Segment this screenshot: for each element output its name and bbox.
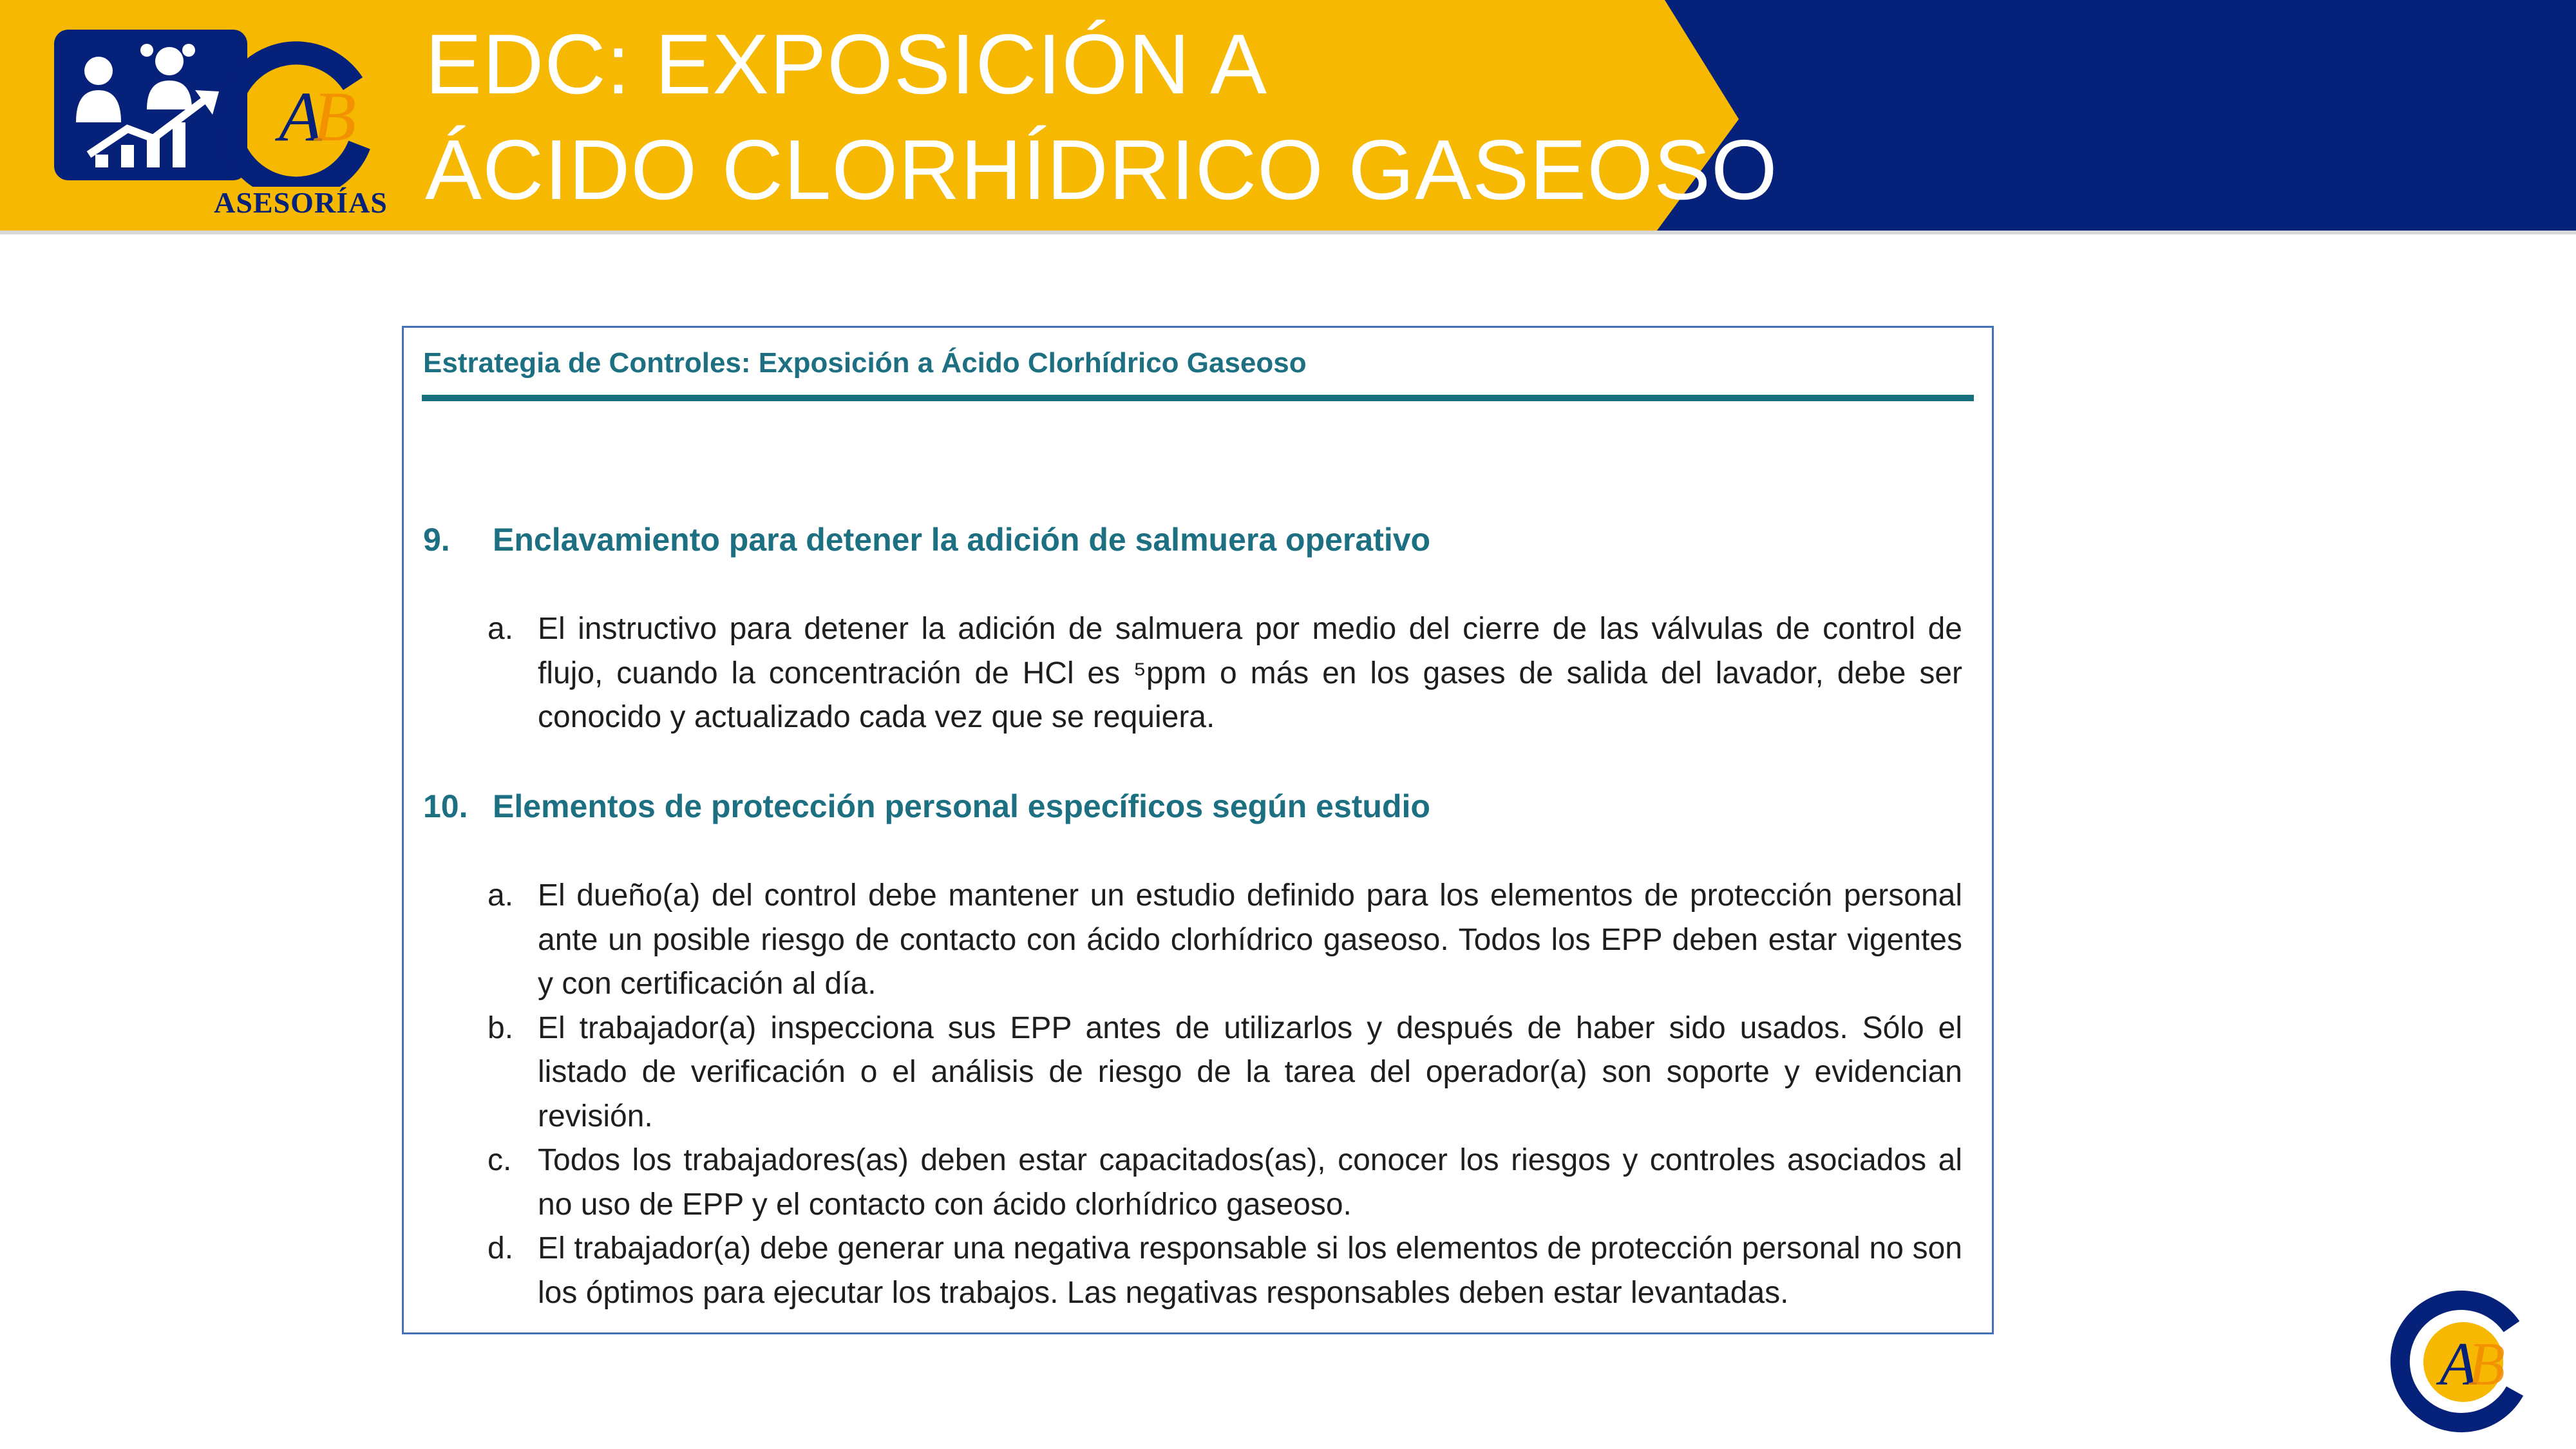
item-text: El trabajador(a) debe generar una negativa responsable si los elementos de protección personal no son los óptimos para ejecutar los trabajos. Las negativas responsables deben estar levantadas. [538, 1231, 1962, 1310]
page-title [425, 12, 1778, 223]
page-title-line1: EDC: EXPOSICIÓN A [425, 17, 1267, 111]
item-label: a. [488, 612, 514, 646]
list-item [488, 874, 1962, 1007]
item-label: b. [488, 1010, 514, 1045]
section-heading-text: Elementos de protección personal específicos según estudio [493, 788, 1430, 824]
list-item [488, 1227, 1962, 1315]
page-title-line2: ÁCIDO CLORHÍDRICO GASEOSO [425, 122, 1778, 217]
section-9-list [488, 607, 1962, 740]
item-label: c. [488, 1143, 512, 1177]
title-rule [422, 395, 1974, 401]
logo-text: ASESORÍAS [214, 186, 388, 219]
section-number: 9. [423, 522, 450, 558]
corner-logo [2383, 1288, 2531, 1436]
section-heading-text: Enclavamiento para detener la adición de salmuera operativo [493, 522, 1431, 558]
list-item [488, 607, 1962, 740]
item-text: Todos los trabajadores(as) deben estar capacitados(as), conocer los riesgos y controles asociados al no uso de EPP y el contacto con ácido clorhídrico gaseoso. [538, 1143, 1962, 1222]
svg-text:A: A [279, 77, 323, 156]
svg-text:B: B [313, 77, 357, 156]
item-text: El trabajador(a) inspecciona sus EPP antes de utilizarlos y después de haber sido usados. Sólo el listado de verificación o el análisis de riesgo de la tarea del operador(a) son soporte y evidencian revisión. [538, 1010, 1962, 1133]
item-text: El instructivo para detener la adición de salmuera por medio del cierre de las válvulas de control de flujo, cuando la concentración de HCl es ⁵ppm o más en los gases de salida del lavador, debe ser conocido y actualizado cada vez que se requiera. [538, 612, 1962, 734]
item-label: a. [488, 878, 514, 913]
document-title: Estrategia de Controles: Exposición a Ácido Clorhídrico Gaseoso [423, 347, 1307, 379]
section-heading-10 [423, 788, 1430, 825]
section-heading-9 [423, 521, 1430, 558]
list-item [488, 1007, 1962, 1139]
item-text: El dueño(a) del control debe mantener un estudio definido para los elementos de protección personal ante un posible riesgo de contacto con ácido clorhídrico gaseoso. Todos los EPP deben estar vigentes y con certificación al día. [538, 878, 1962, 1001]
section-number: 10. [423, 788, 468, 824]
company-logo [50, 26, 385, 187]
section-10-list [488, 874, 1962, 1315]
svg-text:B: B [2468, 1330, 2506, 1398]
header-divider [0, 231, 2576, 234]
item-label: d. [488, 1231, 514, 1265]
svg-text:A: A [2439, 1330, 2477, 1398]
list-item [488, 1139, 1962, 1227]
ab-monogram-icon [229, 53, 359, 187]
document-card [402, 326, 1994, 1334]
